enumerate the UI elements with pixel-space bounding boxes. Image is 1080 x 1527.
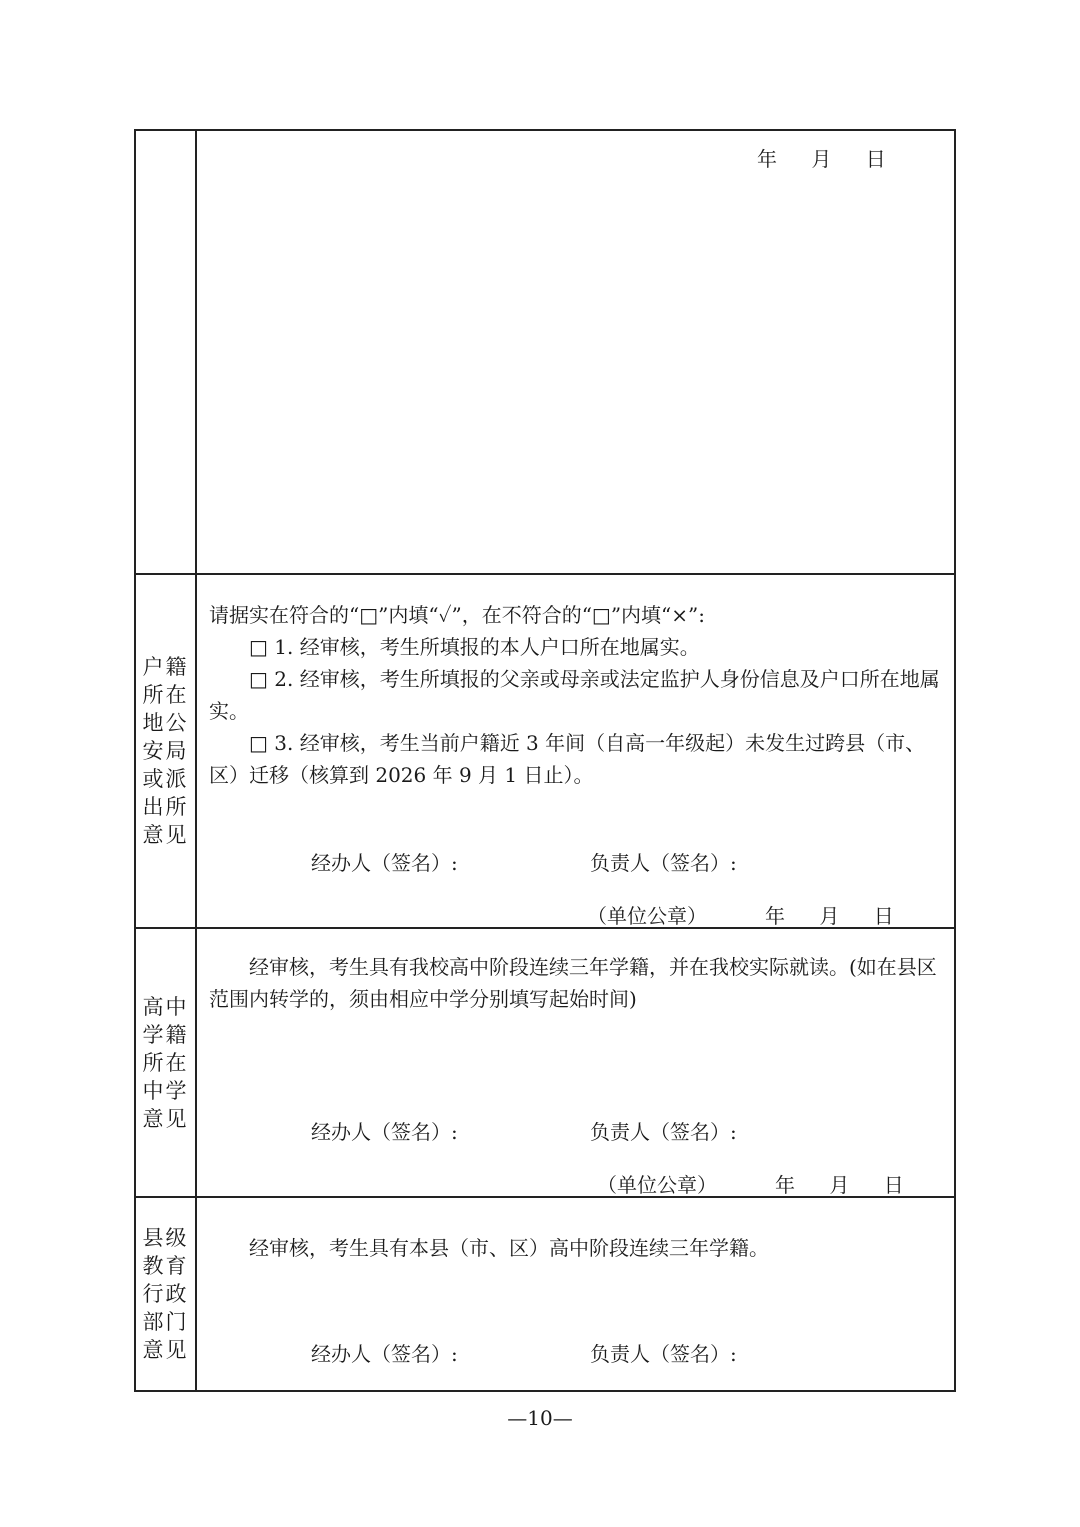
school-row [135,928,955,1197]
police-handler-signature: 经办人（签名）: [311,851,458,875]
school-label: 高中学籍所在中学意见 [142,994,189,1131]
police-leader-signature: 负责人（签名）: [590,851,737,875]
police-row [135,574,955,928]
police-text-block [209,599,954,791]
police-instruction: 请据实在符合的“□”内填“✓”，在不符合的“□”内填“×”: [209,603,705,627]
school-seal: （单位公章） [597,1173,717,1197]
police-item-2: □ 2. 经审核，考生所填报的父亲或母亲或法定监护人身份信息及户口所在地属实。 [209,667,940,723]
top-continuation-row [135,130,955,574]
police-label: 户籍所在地公安局或派出所意见 [142,655,189,847]
police-date-line: 年 月 日 [765,904,894,928]
police-label-cell [135,574,196,928]
page-number: —10— [507,1406,573,1430]
police-seal: （单位公章） [587,904,707,928]
county-leader-signature: 负责人（签名）: [590,1342,737,1366]
review-form-table [134,129,956,1392]
school-handler-signature: 经办人（签名）: [311,1120,458,1144]
school-content-cell [196,928,955,1197]
county-label-cell [135,1197,196,1391]
police-item-1: □ 1. 经审核，考生所填报的本人户口所在地属实。 [249,635,700,659]
county-content-cell [196,1197,955,1391]
top-content-cell [196,130,955,574]
school-statement: 经审核，考生具有我校高中阶段连续三年学籍，并在我校实际就读。(如在县区范围内转学的，须由相应中学分别填写起始时间) [209,955,937,1011]
police-item-3: □ 3. 经审核，考生当前户籍近 3 年间（自高一年级起）未发生过跨县（市、区）迁移（核算到 2026 年 9 月 1 日止）。 [209,731,926,787]
county-row [135,1197,955,1391]
top-date-line: 年 月 日 [757,147,886,171]
top-label-cell [135,130,196,574]
county-handler-signature: 经办人（签名）: [311,1342,458,1366]
county-statement: 经审核，考生具有本县（市、区）高中阶段连续三年学籍。 [249,1236,769,1260]
school-label-cell [135,928,196,1197]
police-content-cell [196,574,955,928]
school-date-line: 年 月 日 [775,1173,904,1197]
school-leader-signature: 负责人（签名）: [590,1120,737,1144]
county-label: 县级教育行政部门意见 [142,1226,189,1362]
